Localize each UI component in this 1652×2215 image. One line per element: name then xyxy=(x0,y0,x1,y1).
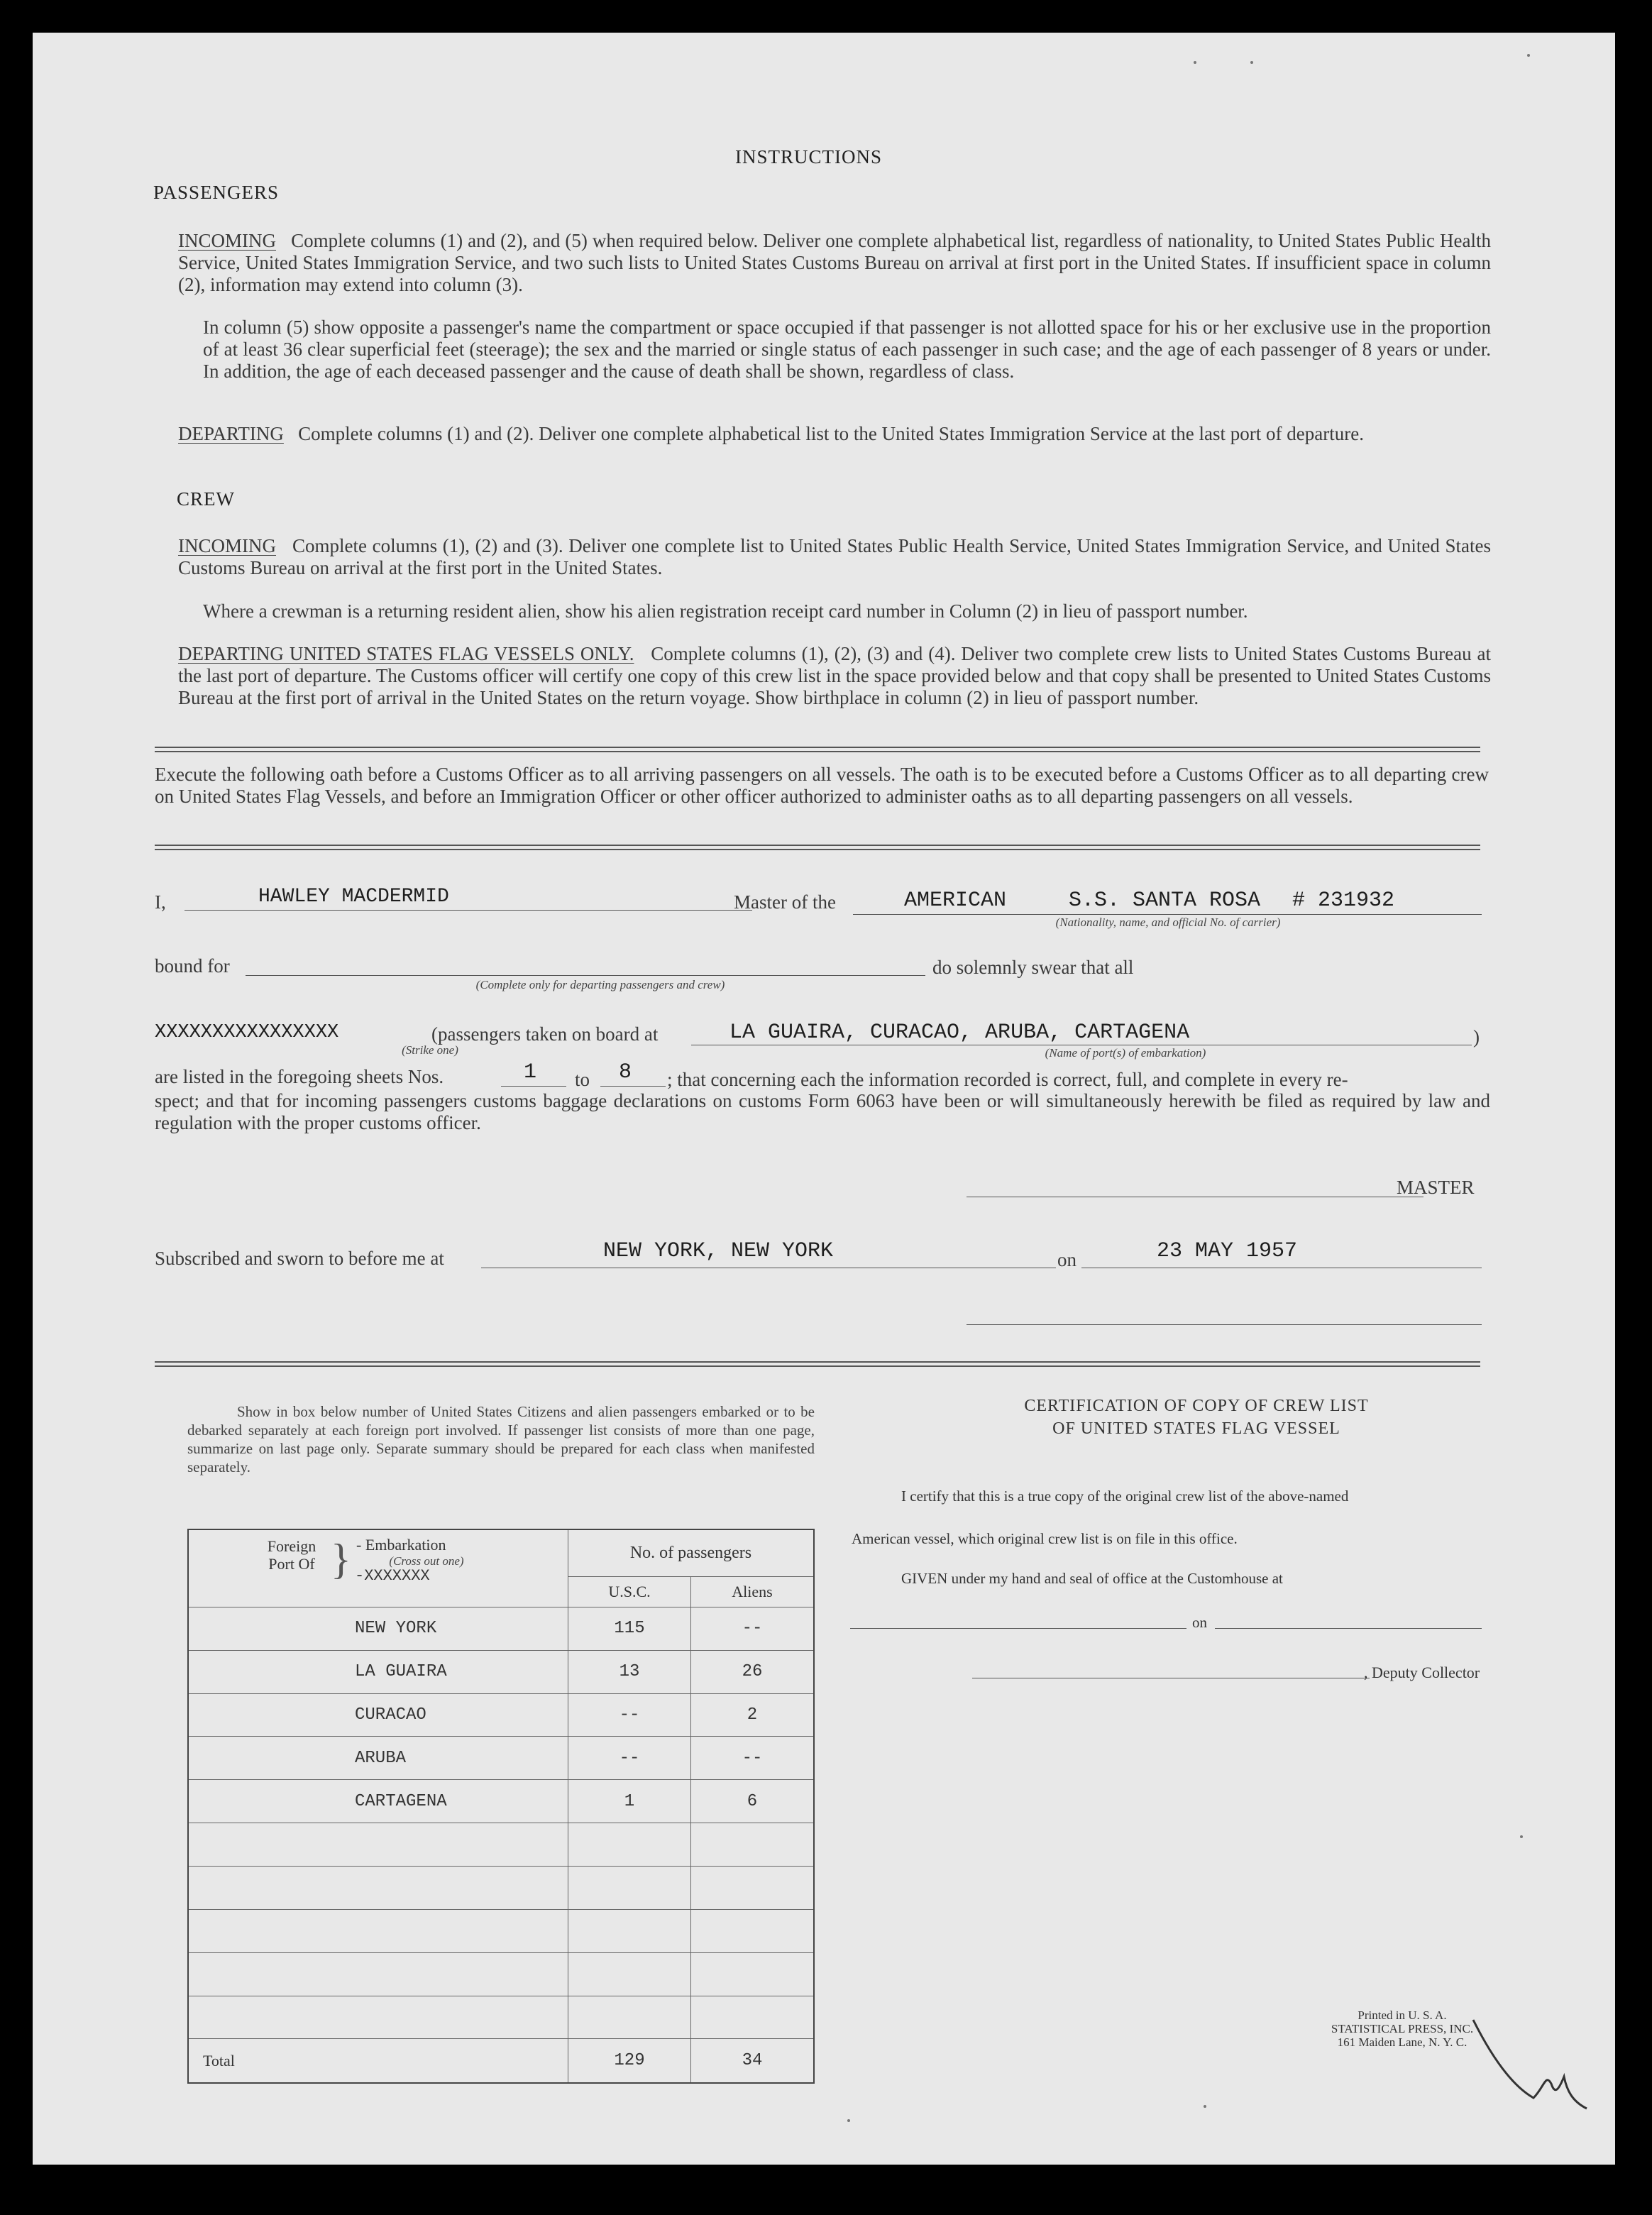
port-cell: ARUBA xyxy=(188,1737,568,1780)
total-row xyxy=(188,2039,814,2083)
brace: } xyxy=(331,1536,351,1583)
bound-for-line xyxy=(246,975,925,976)
aliens-cell: 26 xyxy=(691,1650,815,1693)
usc-cell: -- xyxy=(568,1693,691,1737)
aliens-cell: -- xyxy=(691,1607,815,1650)
usc-cell: 1 xyxy=(568,1780,691,1823)
crewman-text: Where a crewman is a returning resident alien, show his alien registration receipt card number in Column (2) in lieu of passport number. xyxy=(203,600,1248,622)
passengers-incoming-block xyxy=(178,230,1491,296)
strike-caption: (Strike one) xyxy=(402,1043,458,1057)
instructions-title: INSTRUCTIONS xyxy=(735,146,883,167)
table-row xyxy=(188,1823,814,1867)
table-row xyxy=(188,1867,814,1910)
oath-intro: Execute the following oath before a Customs Officer as to all arriving passengers on all vessels. The oath is to be executed before a Customs Officer as to all departing crew on United States Flag Vessels, and before an Immigration Officer or other officer authorized to administer oaths as to all departing passengers on all vessels. xyxy=(155,764,1489,807)
printer-line-1: Printed in U. S. A. xyxy=(1358,2008,1447,2022)
given-line: GIVEN under my hand and seal of office at the Customhouse at xyxy=(901,1570,1283,1587)
certify-line-1: I certify that this is a true copy of the original crew list of the above-named xyxy=(901,1488,1349,1505)
table-row xyxy=(188,1650,814,1693)
foreign-port-of: Foreign Port Of xyxy=(267,1537,316,1573)
embarkation-ports: LA GUAIRA, CURACAO, ARUBA, CARTAGENA xyxy=(729,1021,1190,1045)
divider xyxy=(155,1361,1480,1363)
customhouse-line xyxy=(850,1628,1186,1629)
crew-incoming-block xyxy=(178,535,1491,579)
bound-for-caption: (Complete only for departing passengers and crew) xyxy=(475,978,725,991)
ports-caption: (Name of port(s) of embarkation) xyxy=(1045,1046,1206,1060)
divider xyxy=(155,1365,1480,1367)
carrier-nationality: AMERICAN xyxy=(904,889,1007,913)
to-label: to xyxy=(575,1069,590,1090)
sheet-from: 1 xyxy=(524,1060,537,1084)
empty-cell xyxy=(568,1823,691,1867)
on-label: on xyxy=(1057,1249,1076,1270)
crew-incoming-label: INCOMING xyxy=(178,535,276,556)
empty-cell xyxy=(691,1823,815,1867)
scan-speck xyxy=(1194,61,1196,64)
empty-cell xyxy=(691,1952,815,1996)
divider xyxy=(155,845,1480,846)
table-row xyxy=(188,1952,814,1996)
carrier-line xyxy=(853,914,1482,915)
form-page xyxy=(33,33,1615,2165)
passengers-taken-label: (passengers taken on board at xyxy=(431,1023,659,1045)
summary-note: Show in box below number of United States Citizens and alien passengers embarked or to be debarked separately at each foreign port involved. If passenger list consists of more than one page, summarize on last page only. Separate summary should be prepared for each class when manifested separately. xyxy=(187,1403,815,1475)
empty-cell xyxy=(691,1909,815,1952)
bound-for-label: bound for xyxy=(155,955,230,977)
master-label: MASTER xyxy=(1397,1177,1475,1198)
port-cell: NEW YORK xyxy=(188,1607,568,1650)
sheet-to-line xyxy=(600,1086,666,1087)
i-label: I, xyxy=(155,891,166,913)
debarkation-struck: -XXXXXXX xyxy=(355,1567,430,1585)
struck-text: XXXXXXXXXXXXXXXX xyxy=(155,1022,339,1043)
divider xyxy=(155,747,1480,748)
master-name: HAWLEY MACDERMID xyxy=(258,886,449,908)
total-usc: 129 xyxy=(568,2039,691,2083)
total-aliens: 34 xyxy=(691,2039,815,2083)
port-cell: LA GUAIRA xyxy=(188,1650,568,1693)
scan-speck xyxy=(1250,61,1253,64)
usc-cell: -- xyxy=(568,1737,691,1780)
aliens-header: Aliens xyxy=(691,1576,815,1607)
port-cell: CURACAO xyxy=(188,1693,568,1737)
listed-rest-1: ; that concerning each the information recorded is correct, full, and complete in every re- xyxy=(667,1069,1348,1090)
empty-cell xyxy=(188,1823,568,1867)
officer-signature-line xyxy=(967,1324,1482,1325)
subscribed-label: Subscribed and sworn to before me at xyxy=(155,1248,444,1269)
scan-speck xyxy=(1204,2105,1206,2108)
aliens-cell: 6 xyxy=(691,1780,815,1823)
empty-cell xyxy=(188,1867,568,1910)
certification-title-1: CERTIFICATION OF COPY OF CREW LIST xyxy=(1024,1397,1369,1415)
certify-line-2: American vessel, which original crew list is on file in this office. xyxy=(852,1530,1238,1547)
incoming-text: Complete columns (1) and (2), and (5) when required below. Deliver one complete alphabetical list, regardless of nationality, to United States Public Health Service, United States Immigration Service, and two such lists to United States Customs Bureau on arrival at first port in the United States. If insufficient space in column (2), information may extend into column (3). xyxy=(178,230,1491,295)
port-header-cell xyxy=(188,1529,568,1607)
scan-speck xyxy=(847,2119,850,2122)
sheet-to: 8 xyxy=(619,1060,632,1084)
passengers-heading: PASSENGERS xyxy=(153,182,280,203)
departing-flag-text: Complete columns (1), (2), (3) and (4). Deliver two complete crew lists to United States Customs Bureau at the last port of departure. The Customs officer will certify one copy of this crew list in the space provided below and that copy shall be presented to United States Customs Bureau at the first port of arrival in the United States on the return voyage. Show birthplace in column (2) in lieu of passport number. xyxy=(178,643,1491,708)
handwritten-mark xyxy=(1466,2006,1594,2126)
departing-label: DEPARTING xyxy=(178,423,284,444)
empty-cell xyxy=(568,1952,691,1996)
printer-line-2: STATISTICAL PRESS, INC. xyxy=(1331,2022,1474,2035)
carrier-caption: (Nationality, name, and official No. of carrier) xyxy=(1055,916,1281,929)
scan-speck xyxy=(1527,54,1530,57)
carrier-name: S.S. SANTA ROSA xyxy=(1069,889,1261,913)
empty-cell xyxy=(188,1996,568,2039)
divider xyxy=(155,849,1480,850)
usc-cell: 13 xyxy=(568,1650,691,1693)
table-row xyxy=(188,1996,814,2039)
total-label: Total xyxy=(188,2039,568,2083)
table-row xyxy=(188,1737,814,1780)
empty-cell xyxy=(188,1952,568,1996)
listed-rest-2: spect; and that for incoming passengers customs baggage declarations on customs Form 6063 have been or will simultaneously herewith be filed as required by law and regulation with the proper customs officer. xyxy=(155,1090,1490,1133)
master-of-label: Master of the xyxy=(734,891,836,913)
printer-line-3: 161 Maiden Lane, N. Y. C. xyxy=(1337,2035,1467,2049)
empty-cell xyxy=(568,1909,691,1952)
table-row xyxy=(188,1607,814,1650)
table-row xyxy=(188,1909,814,1952)
certification-title-2: OF UNITED STATES FLAG VESSEL xyxy=(1052,1419,1340,1438)
listed-label: are listed in the foregoing sheets Nos. xyxy=(155,1066,444,1087)
port-cell: CARTAGENA xyxy=(188,1780,568,1823)
departing-flag-label: DEPARTING UNITED STATES FLAG VESSELS ONLY. xyxy=(178,643,634,664)
sheet-from-line xyxy=(501,1086,566,1087)
deputy-collector-label: , Deputy Collector xyxy=(1364,1664,1480,1681)
scan-speck xyxy=(1520,1835,1523,1838)
carrier-number: # 231932 xyxy=(1292,889,1395,913)
crew-departing-block xyxy=(178,643,1491,709)
crew-incoming-text: Complete columns (1), (2) and (3). Deliver one complete list to United States Public Health Service, United States Immigration Service, and United States Customs Bureau on arrival at the first port in the United States. xyxy=(178,535,1492,578)
aliens-cell: 2 xyxy=(691,1693,815,1737)
empty-cell xyxy=(691,1996,815,2039)
empty-cell xyxy=(568,1867,691,1910)
crew-heading: CREW xyxy=(177,488,235,510)
sworn-place: NEW YORK, NEW YORK xyxy=(603,1239,834,1263)
empty-cell xyxy=(568,1996,691,2039)
passenger-summary-table xyxy=(187,1529,815,2084)
no-passengers-header: No. of passengers xyxy=(568,1529,815,1576)
cert-on-label: on xyxy=(1192,1614,1207,1631)
close-paren: ) xyxy=(1473,1026,1480,1048)
divider xyxy=(155,751,1480,752)
column5-text: In column (5) show opposite a passenger's name the compartment or space occupied if that passenger is not allotted space for his or her exclusive use in the proportion of at least 36 clear superficial feet (steerage); the sex and the married or single status of each passenger in such case; and the age of each passenger of 8 years or under. In addition, the age of each deceased passenger and the cause of death shall be shown, regardless of class. xyxy=(203,317,1491,382)
passengers-departing-block xyxy=(178,423,1491,445)
usc-header: U.S.C. xyxy=(568,1576,691,1607)
master-name-line xyxy=(185,910,752,911)
departing-text: Complete columns (1) and (2). Deliver one complete alphabetical list to the United States Immigration Service at the last port of departure. xyxy=(298,423,1364,444)
cert-date-line xyxy=(1215,1628,1482,1629)
empty-cell xyxy=(188,1909,568,1952)
empty-cell xyxy=(691,1867,815,1910)
usc-cell: 115 xyxy=(568,1607,691,1650)
sworn-date: 23 MAY 1957 xyxy=(1157,1239,1298,1263)
swear-label: do solemnly swear that all xyxy=(932,957,1134,978)
incoming-label: INCOMING xyxy=(178,230,276,251)
table-row xyxy=(188,1693,814,1737)
table-row xyxy=(188,1780,814,1823)
embarkation-label: - Embarkation xyxy=(356,1536,446,1554)
aliens-cell: -- xyxy=(691,1737,815,1780)
cross-out-caption: (Cross out one) xyxy=(389,1554,464,1568)
